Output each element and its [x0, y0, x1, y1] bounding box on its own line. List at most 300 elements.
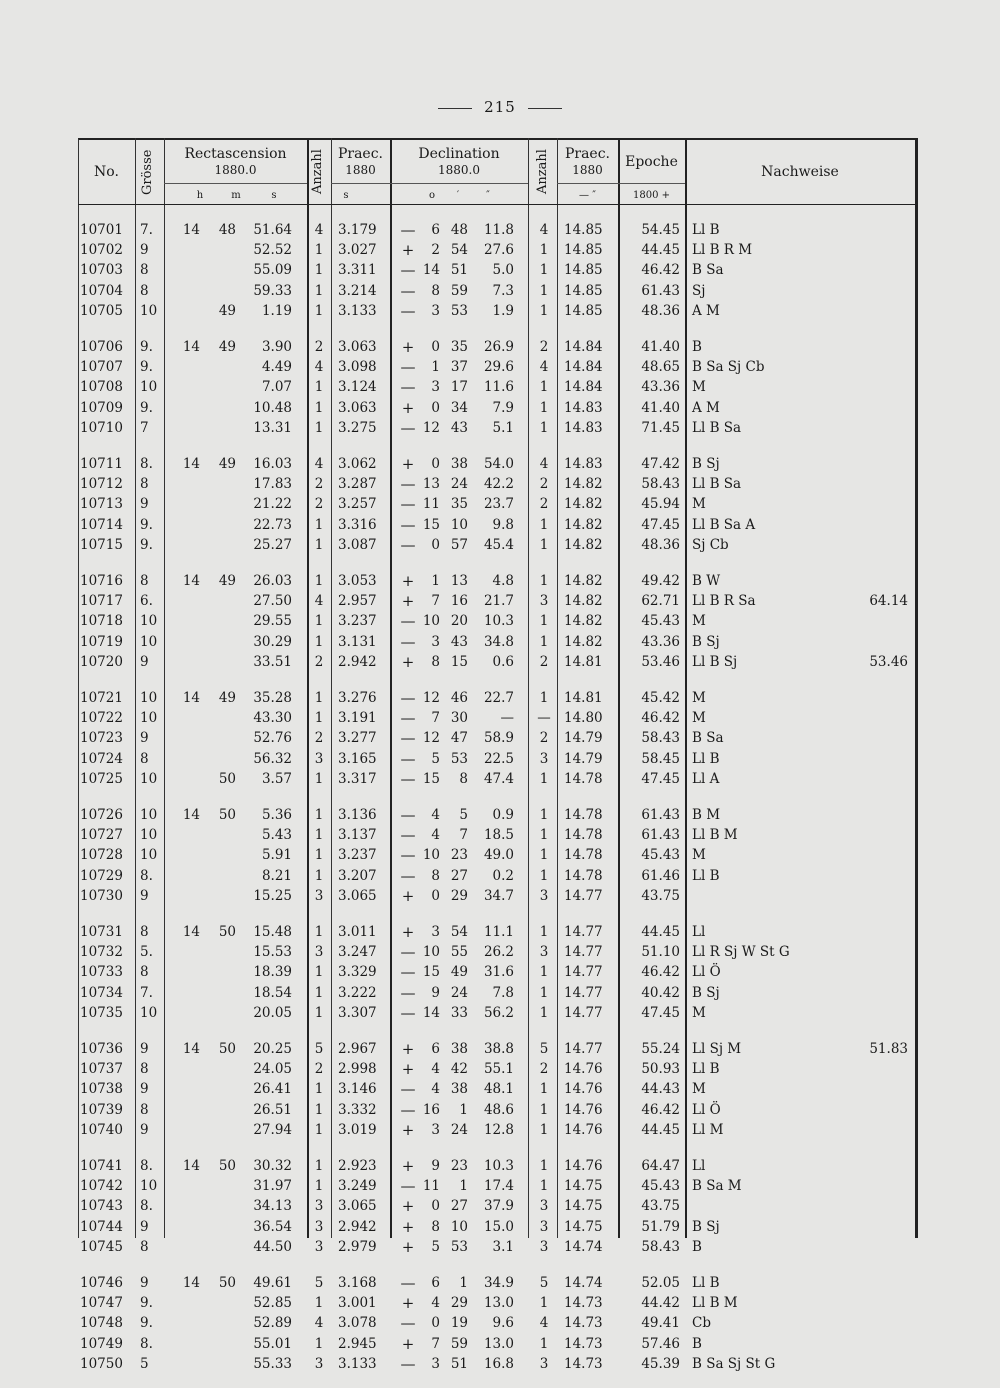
- cell-anzahl: 1: [314, 807, 324, 823]
- cell-dec-degrees: 7: [431, 1335, 440, 1352]
- cell-anzahl-2: 4: [539, 1315, 549, 1332]
- cell-anzahl: 1: [314, 1295, 324, 1312]
- table-row: [78, 420, 918, 437]
- cell-anzahl: 1: [314, 964, 324, 981]
- cell-extra: 53.46: [869, 653, 908, 670]
- cell-dec-arcsec: 1.9: [492, 302, 514, 319]
- cell-anzahl-2: 4: [539, 359, 549, 376]
- cell-nachweise: B Sa M: [692, 1178, 742, 1195]
- cell-no: 10709: [80, 399, 123, 416]
- cell-praec: 3.133: [338, 1355, 377, 1372]
- cell-dec-arcsec: 27.6: [483, 242, 514, 259]
- cell-ra-seconds: 18.39: [253, 964, 292, 981]
- cell-praec-2: 14.78: [564, 827, 603, 844]
- cell-praec-2: 14.82: [564, 573, 603, 589]
- cell-ra-seconds: 15.53: [253, 944, 292, 961]
- cell-praec: 3.062: [338, 456, 377, 472]
- cell-dec-arcsec: 9.6: [492, 1315, 514, 1332]
- page-number: [0, 98, 1000, 116]
- cell-dec-arcsec: 11.8: [483, 222, 514, 238]
- cell-dec-arcsec: 13.0: [483, 1335, 514, 1352]
- cell-anzahl: 2: [314, 476, 324, 493]
- cell-praec-2: 14.73: [564, 1355, 603, 1372]
- header-no: No.: [94, 164, 119, 180]
- table-row: [78, 1239, 918, 1256]
- cell-dec-sign: +: [401, 1157, 415, 1175]
- cell-ra-seconds: 20.25: [253, 1041, 292, 1057]
- cell-groesse: 8.: [140, 1335, 153, 1352]
- cell-epoche: 44.42: [641, 1295, 680, 1312]
- cell-praec-2: 14.78: [564, 847, 603, 864]
- cell-no: 10748: [80, 1315, 123, 1332]
- cell-praec-2: 14.81: [564, 690, 603, 706]
- cell-anzahl-2: 1: [539, 399, 549, 416]
- cell-anzahl-2: 2: [539, 653, 549, 670]
- cell-anzahl-2: 1: [539, 613, 549, 630]
- table-row: [78, 537, 918, 554]
- cell-dec-degrees: 0: [431, 536, 440, 553]
- cell-nachweise: Ll B: [692, 1061, 720, 1078]
- cell-anzahl: 1: [314, 1101, 324, 1118]
- header-bottom-line: [78, 204, 918, 205]
- cell-epoche: 44.45: [641, 242, 680, 259]
- cell-groesse: 10: [140, 633, 158, 650]
- header-anzahl: Anzahl: [310, 149, 325, 195]
- cell-ra-seconds: 15.48: [253, 924, 292, 940]
- cell-dec-sign: —: [400, 358, 416, 377]
- table-row: [78, 1061, 918, 1078]
- cell-groesse: 9: [140, 730, 149, 747]
- cell-ra-seconds: 20.05: [253, 1004, 292, 1021]
- table-row: [78, 359, 918, 376]
- cell-dec-arcmin: 53: [450, 302, 468, 319]
- cell-anzahl-2: 2: [539, 339, 549, 355]
- cell-ra-minutes: 50: [218, 770, 236, 787]
- cell-anzahl: 3: [314, 1238, 324, 1255]
- cell-nachweise: Ll: [692, 924, 706, 940]
- cell-ra-hours: 14: [182, 1158, 200, 1174]
- cell-epoche: 58.45: [641, 750, 680, 767]
- cell-dec-arcmin: 54: [450, 242, 468, 259]
- cell-dec-degrees: 5: [431, 750, 440, 767]
- cell-praec-2: 14.85: [564, 262, 603, 279]
- cell-dec-arcmin: 54: [450, 924, 468, 940]
- cell-epoche: 62.71: [641, 593, 680, 610]
- table-row: [78, 868, 918, 885]
- cell-no: 10719: [80, 633, 123, 650]
- table-row: [78, 1005, 918, 1022]
- cell-epoche: 58.43: [641, 730, 680, 747]
- cell-dec-sign: —: [400, 806, 416, 824]
- cell-praec-2: 14.83: [564, 419, 603, 436]
- cell-praec: 3.133: [338, 302, 377, 319]
- cell-ra-seconds: 33.51: [253, 653, 292, 670]
- cell-epoche: 61.46: [641, 867, 680, 884]
- table-row: [78, 1158, 918, 1175]
- cell-nachweise: B Sj: [692, 633, 720, 650]
- cell-dec-sign: +: [401, 455, 415, 473]
- cell-nachweise: B Sj: [692, 1218, 720, 1235]
- cell-anzahl: 1: [314, 613, 324, 630]
- cell-dec-degrees: 4: [431, 827, 440, 844]
- cell-dec-sign: —: [400, 983, 416, 1002]
- cell-extra: 64.14: [869, 593, 908, 610]
- cell-dec-degrees: 7: [431, 710, 440, 727]
- cell-anzahl-2: —: [537, 710, 551, 727]
- cell-praec: 3.237: [338, 847, 377, 864]
- cell-praec-2: 14.77: [564, 984, 603, 1001]
- cell-anzahl: 1: [314, 770, 324, 787]
- cell-nachweise: Ll Ö: [692, 964, 721, 981]
- cell-epoche: 58.43: [641, 1238, 680, 1255]
- cell-groesse: 8: [140, 282, 149, 299]
- table-row: [78, 1295, 918, 1312]
- cell-dec-degrees: 10: [422, 613, 440, 630]
- cell-dec-degrees: 14: [422, 1004, 440, 1021]
- cell-dec-arcsec: 56.2: [483, 1004, 514, 1021]
- cell-praec: 3.124: [338, 379, 377, 396]
- cell-praec: 3.137: [338, 827, 377, 844]
- header-praec: Praec.: [337, 146, 384, 162]
- cell-epoche: 48.36: [641, 302, 680, 319]
- cell-anzahl-2: 1: [539, 827, 549, 844]
- cell-nachweise: Ll B: [692, 750, 720, 767]
- cell-groesse: 9: [140, 887, 149, 904]
- cell-epoche: 64.47: [641, 1158, 680, 1174]
- cell-dec-arcmin: 17: [450, 379, 468, 396]
- cell-ra-hours: 14: [182, 1041, 200, 1057]
- cell-dec-arcsec: 31.6: [483, 964, 514, 981]
- cell-dec-sign: +: [401, 1040, 415, 1058]
- header-ra-hours: h: [196, 190, 204, 201]
- cell-dec-arcmin: 10: [450, 1218, 468, 1235]
- cell-ra-seconds: 5.36: [261, 807, 292, 823]
- cell-praec-2: 14.77: [564, 924, 603, 940]
- cell-ra-seconds: 59.33: [253, 282, 292, 299]
- cell-anzahl-2: 1: [539, 419, 549, 436]
- cell-praec: 3.287: [338, 476, 377, 493]
- cell-praec-2: 14.75: [564, 1198, 603, 1215]
- cell-groesse: 8: [140, 750, 149, 767]
- cell-dec-degrees: 5: [431, 1238, 440, 1255]
- table-row: [78, 964, 918, 981]
- cell-epoche: 47.42: [641, 456, 680, 472]
- table-row: [78, 400, 918, 417]
- cell-no: 10706: [80, 339, 123, 355]
- cell-groesse: 8: [140, 924, 149, 940]
- cell-epoche: 43.36: [641, 379, 680, 396]
- cell-dec-arcsec: 11.1: [483, 924, 514, 940]
- cell-dec-sign: —: [400, 826, 416, 845]
- cell-praec: 3.257: [338, 496, 377, 513]
- cell-praec: 3.277: [338, 730, 377, 747]
- header-praec-2: Praec.: [564, 146, 611, 162]
- cell-anzahl: 1: [314, 536, 324, 553]
- cell-no: 10734: [80, 984, 123, 1001]
- cell-dec-degrees: 0: [431, 339, 440, 355]
- cell-dec-arcsec: 5.1: [492, 419, 514, 436]
- cell-dec-degrees: 8: [431, 282, 440, 299]
- cell-ra-minutes: 50: [218, 1158, 236, 1174]
- cell-praec-2: 14.74: [564, 1275, 603, 1291]
- cell-praec: 3.168: [338, 1275, 377, 1291]
- cell-no: 10744: [80, 1218, 123, 1235]
- cell-praec-2: 14.75: [564, 1218, 603, 1235]
- cell-groesse: 8: [140, 262, 149, 279]
- cell-epoche: 54.45: [641, 222, 680, 238]
- cell-groesse: 9: [140, 1041, 149, 1057]
- cell-dec-arcsec: 45.4: [483, 536, 514, 553]
- cell-epoche: 47.45: [641, 1004, 680, 1021]
- table-row: [78, 1336, 918, 1353]
- cell-epoche: 61.43: [641, 282, 680, 299]
- cell-anzahl-2: 4: [539, 456, 549, 472]
- cell-ra-seconds: 29.55: [253, 613, 292, 630]
- cell-praec-2: 14.74: [564, 1238, 603, 1255]
- cell-dec-arcmin: 48: [450, 222, 468, 238]
- cell-dec-sign: +: [401, 1237, 415, 1256]
- cell-praec-2: 14.80: [564, 710, 603, 727]
- cell-anzahl: 1: [314, 690, 324, 706]
- cell-dec-sign: +: [401, 1197, 415, 1216]
- cell-praec-2: 14.78: [564, 770, 603, 787]
- cell-anzahl: 3: [314, 887, 324, 904]
- cell-epoche: 46.42: [641, 1101, 680, 1118]
- cell-no: 10705: [80, 302, 123, 319]
- cell-ra-seconds: 26.41: [253, 1081, 292, 1098]
- table-row: [78, 1178, 918, 1195]
- cell-nachweise: Ll B Sj: [692, 653, 738, 670]
- cell-nachweise: Cb: [692, 1315, 711, 1332]
- cell-dec-arcsec: 22.5: [483, 750, 514, 767]
- cell-ra-seconds: 8.21: [261, 867, 292, 884]
- cell-dec-arcsec: 7.9: [492, 399, 514, 416]
- ra-units-line: [164, 183, 307, 184]
- cell-anzahl-2: 5: [539, 1275, 549, 1291]
- cell-dec-arcmin: 13: [450, 573, 468, 589]
- page-number-text: 215: [484, 98, 516, 116]
- cell-ra-seconds: 52.76: [253, 730, 292, 747]
- cell-praec: 3.131: [338, 633, 377, 650]
- cell-praec-2: 14.82: [564, 476, 603, 493]
- cell-ra-minutes: 49: [218, 456, 236, 472]
- cell-praec: 3.249: [338, 1178, 377, 1195]
- table-row: [78, 690, 918, 707]
- cell-praec: 3.275: [338, 419, 377, 436]
- cell-dec-sign: —: [400, 1177, 416, 1196]
- table-row: [78, 924, 918, 941]
- cell-groesse: 7.: [140, 984, 153, 1001]
- cell-ra-seconds: 18.54: [253, 984, 292, 1001]
- cell-epoche: 40.42: [641, 984, 680, 1001]
- cell-ra-seconds: 52.89: [253, 1315, 292, 1332]
- cell-ra-seconds: 31.97: [253, 1178, 292, 1195]
- cell-anzahl-2: 1: [539, 536, 549, 553]
- table-row: [78, 593, 918, 610]
- cell-no: 10729: [80, 867, 123, 884]
- cell-dec-degrees: 7: [431, 593, 440, 610]
- cell-anzahl: 1: [314, 1081, 324, 1098]
- cell-no: 10750: [80, 1355, 123, 1372]
- cell-dec-arcmin: 1: [459, 1275, 468, 1291]
- cell-dec-arcsec: 17.4: [483, 1178, 514, 1195]
- cell-ra-seconds: 55.09: [253, 262, 292, 279]
- table-row: [78, 613, 918, 630]
- cell-dec-degrees: 15: [422, 516, 440, 533]
- cell-ra-seconds: 5.91: [261, 847, 292, 864]
- cell-praec-2: 14.76: [564, 1121, 603, 1138]
- cell-dec-degrees: 12: [422, 419, 440, 436]
- cell-ra-seconds: 16.03: [253, 456, 292, 472]
- cell-nachweise: Ll A: [692, 770, 720, 787]
- cell-dec-arcsec: 0.6: [492, 653, 514, 670]
- cell-praec: 3.019: [338, 1121, 377, 1138]
- table-row: [78, 807, 918, 824]
- cell-epoche: 49.42: [641, 573, 680, 589]
- cell-no: 10739: [80, 1101, 123, 1118]
- cell-dec-sign: —: [400, 495, 416, 514]
- cell-anzahl: 1: [314, 867, 324, 884]
- cell-dec-sign: —: [400, 943, 416, 962]
- cell-no: 10746: [80, 1275, 123, 1291]
- cell-nachweise: Ll B: [692, 867, 720, 884]
- cell-anzahl-2: 1: [539, 1101, 549, 1118]
- cell-anzahl: 1: [314, 399, 324, 416]
- cell-dec-degrees: 9: [431, 984, 440, 1001]
- cell-ra-seconds: 1.19: [261, 302, 292, 319]
- cell-anzahl-2: 1: [539, 1081, 549, 1098]
- cell-praec: 3.136: [338, 807, 377, 823]
- cell-dec-arcsec: 9.8: [492, 516, 514, 533]
- cell-anzahl: 2: [314, 496, 324, 513]
- cell-groesse: 9: [140, 242, 149, 259]
- cell-no: 10731: [80, 924, 123, 940]
- cell-ra-seconds: 22.73: [253, 516, 292, 533]
- page-number-dash-left: [438, 108, 472, 109]
- table-row: [78, 1198, 918, 1215]
- cell-anzahl-2: 1: [539, 1121, 549, 1138]
- cell-anzahl: 3: [314, 1218, 324, 1235]
- cell-ra-hours: 14: [182, 1275, 200, 1291]
- cell-dec-arcmin: 51: [450, 262, 468, 279]
- dec-units-line: [390, 183, 528, 184]
- cell-dec-sign: —: [400, 261, 416, 280]
- cell-no: 10725: [80, 770, 123, 787]
- cell-no: 10712: [80, 476, 123, 493]
- cell-dec-arcmin: 10: [450, 516, 468, 533]
- cell-dec-degrees: 4: [431, 1295, 440, 1312]
- cell-anzahl-2: 4: [539, 222, 549, 238]
- cell-groesse: 9.: [140, 536, 153, 553]
- cell-anzahl: 4: [314, 222, 324, 238]
- cell-dec-arcmin: 46: [450, 690, 468, 706]
- cell-no: 10714: [80, 516, 123, 533]
- table-row: [78, 303, 918, 320]
- cell-no: 10722: [80, 710, 123, 727]
- cell-epoche: 49.41: [641, 1315, 680, 1332]
- cell-dec-arcsec: 11.6: [483, 379, 514, 396]
- cell-nachweise: M: [692, 1004, 706, 1021]
- cell-dec-sign: —: [400, 475, 416, 494]
- cell-epoche: 43.36: [641, 633, 680, 650]
- cell-dec-arcsec: 23.7: [483, 496, 514, 513]
- cell-anzahl: 1: [314, 573, 324, 589]
- cell-anzahl-2: 2: [539, 496, 549, 513]
- header-praec-year: 1880: [345, 163, 376, 177]
- cell-dec-sign: —: [400, 963, 416, 982]
- cell-anzahl: 1: [314, 1178, 324, 1195]
- table-row: [78, 283, 918, 300]
- cell-praec-2: 14.84: [564, 339, 603, 355]
- table-row: [78, 573, 918, 590]
- cell-dec-degrees: 10: [422, 847, 440, 864]
- cell-groesse: 10: [140, 827, 158, 844]
- cell-dec-arcsec: 5.0: [492, 262, 514, 279]
- cell-praec-2: 14.73: [564, 1335, 603, 1352]
- cell-praec-2: 14.78: [564, 867, 603, 884]
- cell-dec-sign: +: [401, 652, 415, 671]
- cell-praec-2: 14.85: [564, 302, 603, 319]
- cell-praec-2: 14.75: [564, 1178, 603, 1195]
- cell-groesse: 9: [140, 1081, 149, 1098]
- table-row: [78, 1122, 918, 1139]
- cell-dec-arcmin: 42: [450, 1061, 468, 1078]
- cell-no: 10710: [80, 419, 123, 436]
- cell-dec-arcsec: 47.4: [483, 770, 514, 787]
- cell-dec-arcmin: 7: [459, 827, 468, 844]
- cell-dec-arcmin: 27: [450, 1198, 468, 1215]
- cell-praec-2: 14.76: [564, 1081, 603, 1098]
- cell-dec-arcmin: 23: [450, 1158, 468, 1174]
- cell-nachweise: Sj Cb: [692, 536, 729, 553]
- cell-praec: 2.998: [338, 1061, 377, 1078]
- cell-dec-arcmin: 57: [450, 536, 468, 553]
- cell-no: 10703: [80, 262, 123, 279]
- cell-dec-arcmin: 43: [450, 633, 468, 650]
- cell-epoche: 44.43: [641, 1081, 680, 1098]
- cell-anzahl-2: 1: [539, 770, 549, 787]
- cell-anzahl-2: 1: [539, 302, 549, 319]
- cell-dec-degrees: 10: [422, 944, 440, 961]
- cell-dec-sign: +: [401, 923, 415, 941]
- cell-praec-2: 14.78: [564, 807, 603, 823]
- cell-epoche: 44.45: [641, 924, 680, 940]
- cell-groesse: 9.: [140, 339, 153, 355]
- cell-nachweise: B Sa: [692, 262, 724, 279]
- cell-epoche: 57.46: [641, 1335, 680, 1352]
- cell-anzahl: 1: [314, 1004, 324, 1021]
- cell-praec: 3.332: [338, 1101, 377, 1118]
- cell-no: 10742: [80, 1178, 123, 1195]
- cell-anzahl-2: 3: [539, 1355, 549, 1372]
- cell-praec-2: 14.83: [564, 456, 603, 472]
- cell-anzahl: 3: [314, 944, 324, 961]
- table-row: [78, 339, 918, 356]
- table-row: [78, 634, 918, 651]
- cell-anzahl: 1: [314, 262, 324, 279]
- cell-anzahl: 2: [314, 339, 324, 355]
- cell-ra-seconds: 17.83: [253, 476, 292, 493]
- cell-anzahl-2: 2: [539, 1061, 549, 1078]
- cell-no: 10727: [80, 827, 123, 844]
- cell-groesse: 9: [140, 653, 149, 670]
- cell-dec-sign: +: [401, 1060, 415, 1079]
- cell-anzahl: 5: [314, 1041, 324, 1057]
- table-row: [78, 1081, 918, 1098]
- cell-anzahl-2: 1: [539, 984, 549, 1001]
- cell-epoche: 41.40: [641, 399, 680, 416]
- cell-groesse: 8.: [140, 456, 153, 472]
